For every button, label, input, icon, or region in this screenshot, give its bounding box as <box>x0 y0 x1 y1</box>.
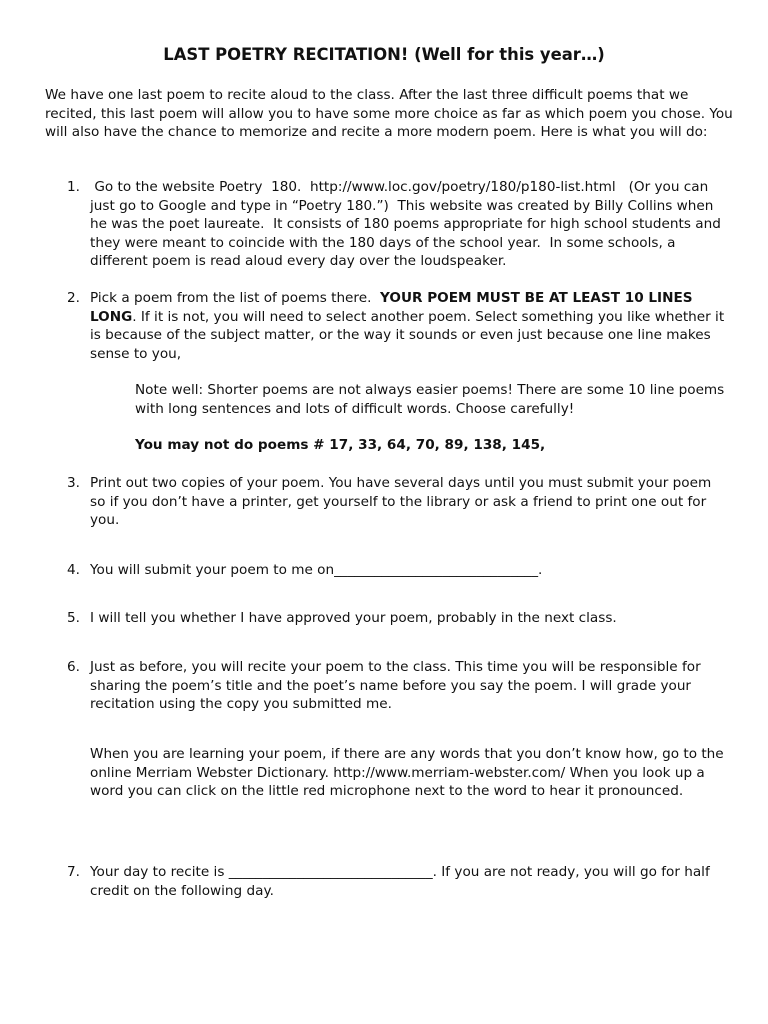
intro-paragraph: We have one last poem to recite aloud to the class. After the last three difficult poems that we recited, this last poem will allow you to have some more choice as far as which poem you chose. You will also have the chance to memorize and recite a more modern poem. Here is what you will do: <box>45 87 733 141</box>
item-number: 1. <box>67 179 80 195</box>
item-number: 3. <box>67 475 80 491</box>
excluded-poems: You may not do poems # 17, 33, 64, 70, 89, 138, 145, <box>135 437 546 453</box>
dictionary-paragraph: When you are learning your poem, if there are any words that you don’t know how, go to the online Merriam Webster Dictionary. http://www.merriam-webster.com/ When you look up a word you can click on the little red microphone next to the word to hear it pronounced. <box>90 746 724 800</box>
item-number: 2. <box>67 290 80 306</box>
item-text: Just as before, you will recite your poem to the class. This time you will be responsible for sharing the poem’s title and the poet’s name before you say the poem. I will grade your recitation using the copy you submitted me. <box>90 659 701 713</box>
list-item-5 <box>67 609 727 628</box>
item-number: 4. <box>67 562 80 578</box>
item-number: 6. <box>67 659 80 675</box>
item-number: 7. <box>67 864 80 880</box>
list-item-3 <box>67 474 727 530</box>
list-item-2 <box>67 289 727 363</box>
list-item-7 <box>67 863 727 900</box>
item-text: Your day to recite is ______________________________. If you are not ready, you will go for half credit on the following day. <box>90 864 710 899</box>
item-text: Go to the website Poetry 180. http://www.loc.gov/poetry/180/p180-list.html (Or you can just go to Google and type in “Poetry 180.”) This website was created by Billy Collins when he was the poet laureate. It consists of 180 poems appropriate for high school students and they were meant to coincide with the 180 days of the school year. In some schools, a different poem is read aloud every day over the loudspeaker. <box>90 179 726 270</box>
list-item-1 <box>67 178 727 271</box>
page-title: LAST POETRY RECITATION! (Well for this year…) <box>163 45 605 64</box>
length-requirement: YOUR POEM MUST BE AT LEAST 10 LINES LONG <box>90 290 693 325</box>
item-text <box>90 289 727 363</box>
item-text: You will submit your poem to me on______________________________. <box>90 562 543 578</box>
item-text: Print out two copies of your poem. You have several days until you must submit your poem so if you don’t have a printer, get yourself to the library or ask a friend to print one out for you. <box>90 475 712 529</box>
list-item-4 <box>67 561 727 580</box>
item-text-start: Pick a poem from the list of poems there. <box>90 290 381 306</box>
note-paragraph: Note well: Shorter poems are not always easier poems! There are some 10 line poems with long sentences and lots of difficult words. Choose carefully! <box>135 382 725 417</box>
item-text: I will tell you whether I have approved your poem, probably in the next class. <box>90 610 617 626</box>
list-item-6 <box>67 658 727 714</box>
item-text-end: . If it is not, you will need to select another poem. Select something you like whether it is because of the subject matter, or the way it sounds or even just because one line makes sense to you, <box>90 308 725 362</box>
item-number: 5. <box>67 610 80 626</box>
